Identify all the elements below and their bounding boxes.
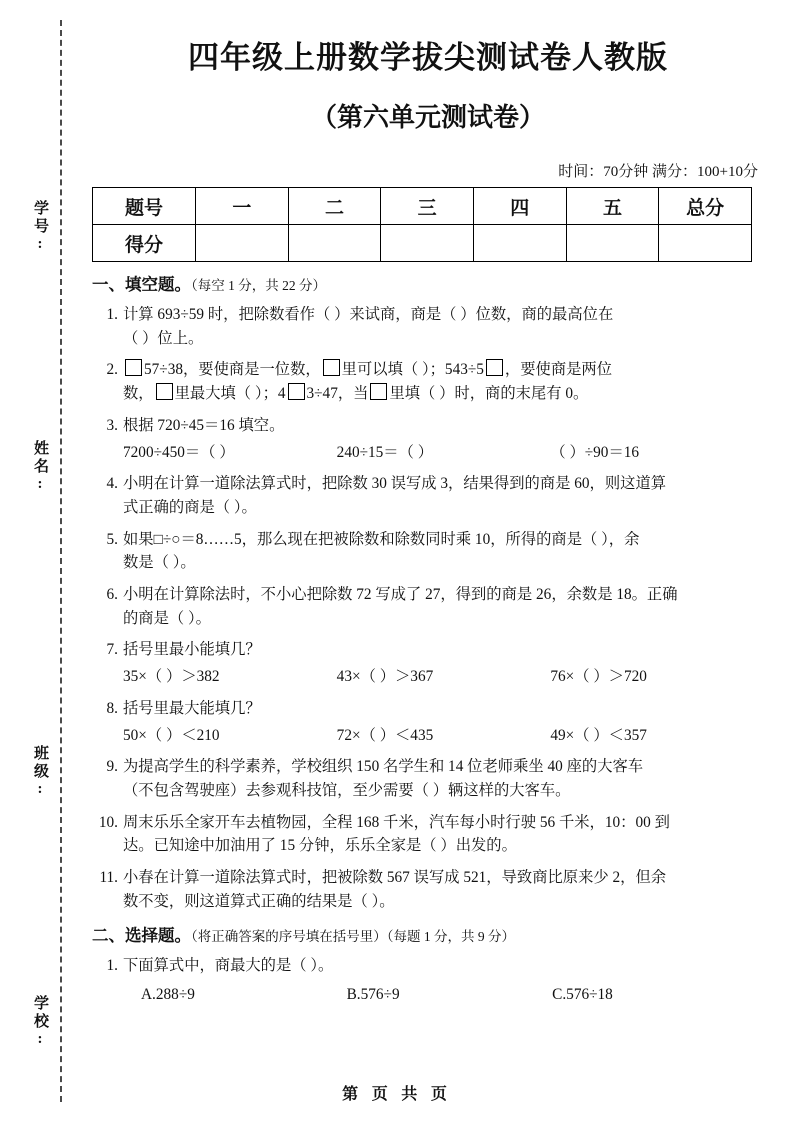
question-number: 6.: [106, 586, 118, 604]
page-footer: 第 页 共 页: [342, 1084, 451, 1103]
question-subitem: 7200÷450＝（ ）: [123, 443, 235, 461]
page-title: 四年级上册数学拔尖测试卷人教版: [188, 40, 668, 76]
score-table-header-cell: 三: [381, 188, 474, 225]
question-subitem: （ ）÷90＝16: [550, 443, 640, 461]
question-subitem: 76×（ ）＞720: [550, 668, 647, 686]
blank-box-icon: [323, 359, 340, 376]
sidebar-label-class: 班级:: [32, 745, 48, 800]
question-subitem: 240÷15＝（ ）: [336, 443, 434, 461]
question-number: 3.: [106, 416, 118, 434]
question-number: 2.: [106, 361, 118, 379]
question-item: [92, 358, 764, 405]
question-text: 小明在计算除法时，不小心把除数 72 写成了 27，得到的商是 26，余数是 18。正确: [123, 586, 678, 604]
section-heading-fill-blank: [92, 271, 764, 295]
table-row: [93, 225, 752, 262]
page-content: [92, 0, 764, 1007]
page-subtitle: （第六单元测试卷）: [310, 103, 545, 133]
question-text-part: 里可以填（ ）；543÷5: [341, 361, 484, 379]
section2-title: 二、选择题。: [92, 926, 191, 946]
question-text: 括号里最小能填几？: [123, 641, 261, 659]
question-number: 8.: [106, 699, 118, 717]
blank-box-icon: [125, 359, 142, 376]
question-item: [92, 697, 764, 747]
score-table: [92, 187, 752, 262]
score-table-label-cell: 得分: [93, 225, 196, 262]
question-number: 4.: [106, 475, 118, 493]
question-text: 根据 720÷45＝16 填空。: [123, 416, 285, 434]
question-item: [92, 811, 764, 858]
question-subitem: 50×（ ）＜210: [123, 726, 220, 744]
question-subitems: [123, 724, 764, 748]
score-table-header-cell: 一: [196, 188, 289, 225]
option-c[interactable]: C.576÷18: [552, 986, 613, 1004]
question-text: 小明在计算一道除法算式时，把除数 30 误写成 3，结果得到的商是 60，则这道算: [123, 475, 667, 493]
question-text: （不包含驾驶座）去参观科技馆，至少需要（ ）辆这样的大客车。: [123, 781, 571, 799]
score-table-header-cell: 四: [473, 188, 566, 225]
question-text: 如果□÷○＝8……5，那么现在把被除数和除数同时乘 10，所得的商是（ ），余: [123, 530, 640, 548]
question-text: （ ）位上。: [123, 329, 204, 347]
question-text-part: 里最大填（ ）；4: [174, 385, 286, 403]
section1-title: 一、填空题。: [92, 275, 191, 294]
question-text: [123, 358, 764, 382]
question-subitem: 72×（ ）＜435: [336, 726, 434, 744]
question-text-part: 数，: [123, 385, 154, 403]
question-text: 周末乐乐全家开车去植物园，全程 168 千米，汽车每小时行驶 56 千米，10：00 到: [123, 813, 670, 831]
section1-note: （每空 1 分，共 22 分）: [191, 278, 326, 293]
question-text: 的商是（ ）。: [123, 609, 211, 627]
exam-info: 时间：70分钟 满分：100+10分: [558, 164, 758, 180]
margin-dashed-line: [60, 20, 62, 1102]
table-row: [93, 188, 752, 225]
blank-box-icon: [288, 383, 305, 400]
question-number: 1.: [106, 957, 118, 975]
question-text: 式正确的商是（ ）。: [123, 498, 257, 516]
blank-box-icon: [370, 383, 387, 400]
question-number: 1.: [106, 306, 118, 323]
question-text-part: 里填（ ）时，商的末尾有 0。: [389, 385, 589, 403]
score-table-input-cell[interactable]: [381, 225, 474, 262]
question-subitems: [123, 441, 764, 465]
section1-question-list: [92, 303, 764, 913]
score-table-input-cell[interactable]: [659, 225, 752, 262]
score-table-header-cell: 二: [288, 188, 381, 225]
sidebar-label-student-id: 学号:: [32, 200, 48, 255]
score-table-header-cell: 题号: [93, 188, 196, 225]
score-table-header-cell: 五: [566, 188, 659, 225]
section-heading-multiple-choice: [92, 922, 764, 946]
question-item: [92, 954, 764, 1006]
question-number: 7.: [106, 641, 118, 659]
question-number: 5.: [106, 530, 118, 548]
question-number: 9.: [106, 758, 118, 776]
score-table-input-cell[interactable]: [473, 225, 566, 262]
question-item: [92, 414, 764, 464]
option-b[interactable]: B.576÷9: [346, 986, 400, 1004]
section2-question-list: [92, 954, 764, 1006]
section2-note: （将正确答案的序号填在括号里）（每题 1 分，共 9 分）: [191, 929, 515, 945]
question-options: [123, 983, 764, 1007]
question-text-part: 3÷47，当: [306, 385, 369, 403]
question-subitem: 49×（ ）＜357: [550, 726, 647, 744]
option-a[interactable]: A.288÷9: [141, 986, 195, 1004]
question-item: [92, 638, 764, 688]
score-table-input-cell[interactable]: [288, 225, 381, 262]
question-subitems: [123, 665, 764, 689]
question-text: 括号里最大能填几？: [123, 699, 261, 717]
question-text: 为提高学生的科学素养，学校组织 150 名学生和 14 位老师乘坐 40 座的大客车: [123, 758, 644, 776]
question-text: 达。已知途中加油用了 15 分钟，乐乐全家是（ ）出发的。: [123, 837, 517, 855]
score-table-input-cell[interactable]: [196, 225, 289, 262]
question-item: [92, 866, 764, 913]
question-item: [92, 528, 764, 575]
question-text: 计算 693÷59 时，把除数看作（ ）来试商，商是（ ）位数，商的最高位在: [123, 306, 614, 323]
score-table-header-cell: 总分: [659, 188, 752, 225]
question-text: 数不变，则这道算式正确的结果是（ ）。: [123, 892, 395, 910]
question-item: [92, 583, 764, 630]
sidebar-label-school: 学校:: [32, 995, 48, 1050]
sidebar-label-name: 姓名:: [32, 440, 48, 495]
question-number: 11.: [99, 869, 118, 887]
question-item: [92, 472, 764, 519]
question-text: 小春在计算一道除法算式时，把被除数 567 误写成 521，导致商比原来少 2，但余: [123, 869, 667, 887]
question-text-part: 57÷38，要使商是一位数，: [144, 361, 321, 379]
question-number: 10.: [98, 813, 118, 831]
question-text: 下面算式中，商最大的是（ ）。: [123, 957, 334, 975]
question-subitem: 35×（ ）＞382: [123, 668, 220, 686]
question-text: [123, 382, 764, 406]
question-item: [92, 303, 764, 350]
question-text: 数是（ ）。: [123, 554, 196, 572]
question-text-part: ，要使商是两位: [504, 361, 613, 379]
blank-box-icon: [486, 359, 503, 376]
score-table-input-cell[interactable]: [566, 225, 659, 262]
question-subitem: 43×（ ）＞367: [336, 668, 434, 686]
blank-box-icon: [156, 383, 173, 400]
question-item: [92, 755, 764, 802]
